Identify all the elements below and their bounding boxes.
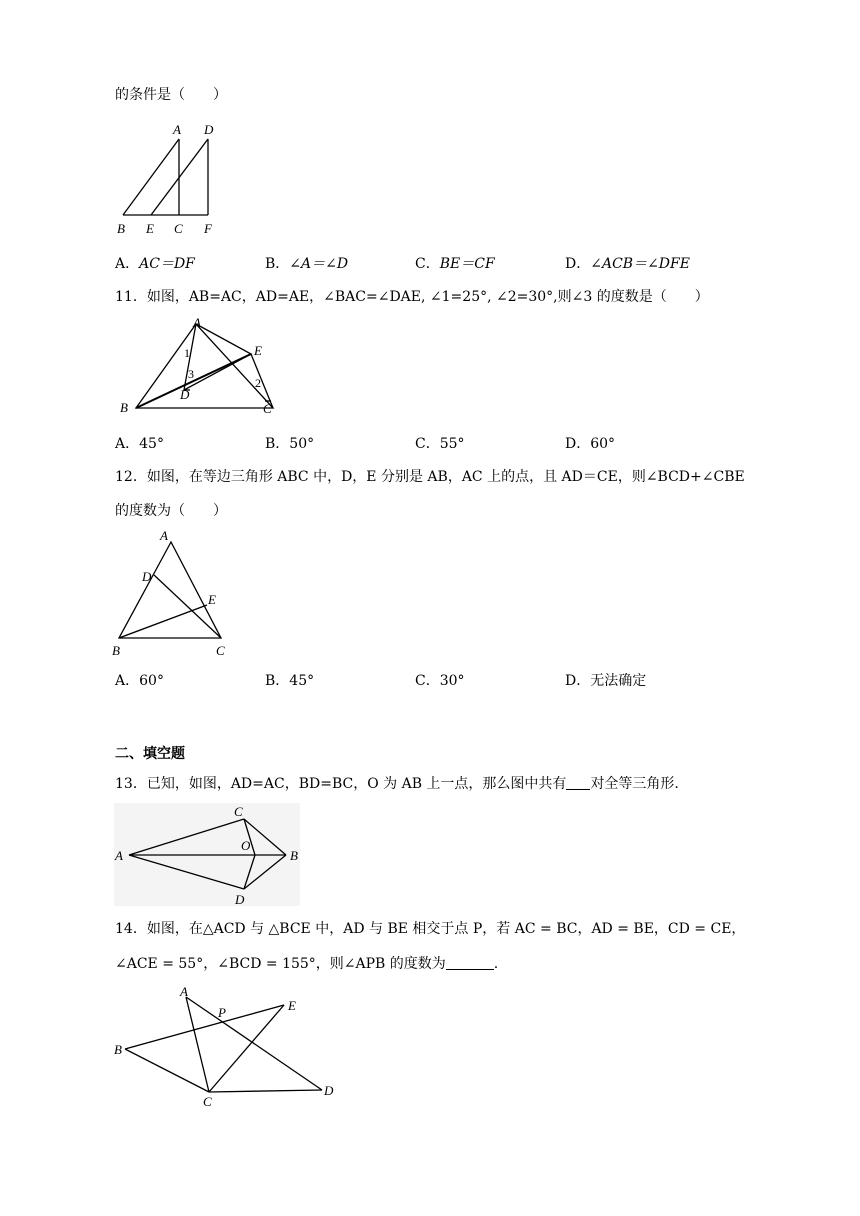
q12-option-b[interactable] bbox=[265, 672, 314, 690]
option-letter: C． bbox=[415, 673, 440, 689]
label-b: B bbox=[117, 221, 125, 236]
label-a: A bbox=[160, 528, 168, 543]
label-e: E bbox=[146, 221, 154, 236]
label-e: E bbox=[254, 343, 262, 358]
option-text: 50° bbox=[289, 436, 315, 452]
q11-figure bbox=[115, 315, 280, 420]
option-text: ∠A＝∠D bbox=[289, 256, 349, 272]
label-f: F bbox=[204, 221, 212, 236]
segment-ac bbox=[129, 819, 244, 855]
option-text: ∠ACB＝∠DFE bbox=[590, 256, 690, 272]
label-c: C bbox=[234, 804, 243, 819]
label-a: A bbox=[193, 315, 201, 330]
option-letter: D． bbox=[565, 436, 591, 452]
q13-stem-part2: 对全等三角形. bbox=[590, 776, 679, 792]
option-letter: D． bbox=[565, 256, 591, 272]
q11-option-d[interactable] bbox=[565, 435, 615, 453]
segment-be bbox=[125, 1005, 284, 1049]
label-b: B bbox=[114, 1042, 122, 1057]
option-letter: C． bbox=[415, 436, 440, 452]
label-e: E bbox=[288, 998, 296, 1013]
label-d: D bbox=[142, 569, 152, 584]
option-text: 30° bbox=[439, 673, 465, 689]
q10-figure bbox=[110, 118, 230, 238]
q11-option-c[interactable] bbox=[415, 435, 465, 453]
option-text: BE＝CF bbox=[439, 256, 495, 272]
option-text: 45° bbox=[289, 673, 315, 689]
segment-db bbox=[244, 855, 286, 889]
q13-stem-part1: 13．已知，如图，AD=AC，BD=BC，O 为 AB 上一点，那么图中共有 bbox=[115, 776, 567, 792]
label-c: C bbox=[263, 401, 272, 416]
q14-stem-line2 bbox=[115, 955, 498, 973]
q14-stem-line1: 14．如图，在△ACD 与 △BCE 中，AD 与 BE 相交于点 P，若 AC = BC，AD = BE，CD = CE， bbox=[115, 921, 746, 937]
option-letter: A． bbox=[115, 673, 140, 689]
segment-be bbox=[119, 605, 207, 638]
label-d: D bbox=[235, 892, 245, 907]
q12-option-a[interactable] bbox=[115, 672, 164, 690]
label-a: A bbox=[180, 984, 188, 999]
q10-option-c[interactable] bbox=[415, 255, 495, 273]
q12-figure bbox=[110, 528, 240, 658]
q13-stem bbox=[115, 775, 679, 793]
option-letter: A． bbox=[115, 256, 140, 272]
segment-ba bbox=[123, 139, 179, 215]
segment-cd bbox=[209, 1090, 322, 1092]
label-d: D bbox=[180, 387, 190, 402]
segment-ad bbox=[186, 997, 322, 1090]
segment-ad bbox=[129, 855, 244, 889]
label-angle-1: 1 bbox=[184, 346, 190, 360]
option-text: AC＝DF bbox=[139, 256, 195, 272]
option-text: 无法确定 bbox=[590, 673, 647, 689]
q10-stem-tail: 的条件是（ ） bbox=[115, 87, 227, 103]
q11-option-a[interactable] bbox=[115, 435, 164, 453]
q10-option-b[interactable] bbox=[265, 255, 348, 273]
q14-stem-part2: . bbox=[493, 956, 499, 972]
q12-stem-line2: 的度数为（ ） bbox=[115, 503, 227, 519]
q10-option-d[interactable] bbox=[565, 255, 690, 273]
segment-ac bbox=[186, 997, 209, 1092]
label-angle-2: 2 bbox=[255, 376, 261, 390]
option-letter: B． bbox=[265, 256, 290, 272]
label-c: C bbox=[174, 221, 183, 236]
label-p: P bbox=[218, 1005, 226, 1020]
option-letter: A． bbox=[115, 436, 140, 452]
option-letter: B． bbox=[265, 673, 290, 689]
segment-bc bbox=[125, 1049, 209, 1092]
option-text: 60° bbox=[139, 673, 164, 689]
section-title: 二、填空题 bbox=[115, 746, 185, 762]
label-d: D bbox=[204, 122, 214, 137]
q14-stem-part1: ∠ACE = 55°，∠BCD = 155°，则∠APB 的度数为 bbox=[115, 956, 446, 972]
q12-option-d[interactable] bbox=[565, 672, 646, 690]
label-a: A bbox=[173, 122, 181, 137]
label-c: C bbox=[203, 1094, 212, 1109]
label-b: B bbox=[120, 400, 128, 415]
label-a: A bbox=[115, 848, 123, 863]
q13-figure bbox=[114, 803, 300, 906]
label-e: E bbox=[208, 592, 216, 607]
option-text: 60° bbox=[590, 436, 616, 452]
label-d: D bbox=[324, 1083, 334, 1098]
option-text: 55° bbox=[439, 436, 465, 452]
option-letter: C． bbox=[415, 256, 440, 272]
label-b: B bbox=[290, 848, 298, 863]
q12-stem-line1: 12．如图，在等边三角形 ABC 中，D，E 分别是 AB，AC 上的点，且 AD＝CE，则∠BCD+∠CBE bbox=[115, 469, 745, 485]
option-letter: B． bbox=[265, 436, 290, 452]
label-o: O bbox=[241, 838, 251, 853]
label-c: C bbox=[216, 643, 225, 658]
q10-option-a[interactable] bbox=[115, 255, 195, 273]
answer-blank[interactable] bbox=[446, 955, 494, 970]
option-letter: D． bbox=[565, 673, 591, 689]
option-text: 45° bbox=[139, 436, 164, 452]
q12-option-c[interactable] bbox=[415, 672, 465, 690]
q11-option-b[interactable] bbox=[265, 435, 314, 453]
answer-blank[interactable] bbox=[566, 775, 590, 790]
triangle-abc bbox=[136, 324, 273, 408]
q14-figure bbox=[112, 985, 347, 1110]
label-angle-3: 3 bbox=[188, 367, 194, 381]
segment-be bbox=[136, 354, 251, 408]
label-b: B bbox=[112, 643, 120, 658]
q11-stem: 11．如图，AB=AC，AD=AE，∠BAC=∠DAE, ∠1=25°, ∠2=30°,则∠3 的度数是（ ） bbox=[115, 289, 709, 305]
